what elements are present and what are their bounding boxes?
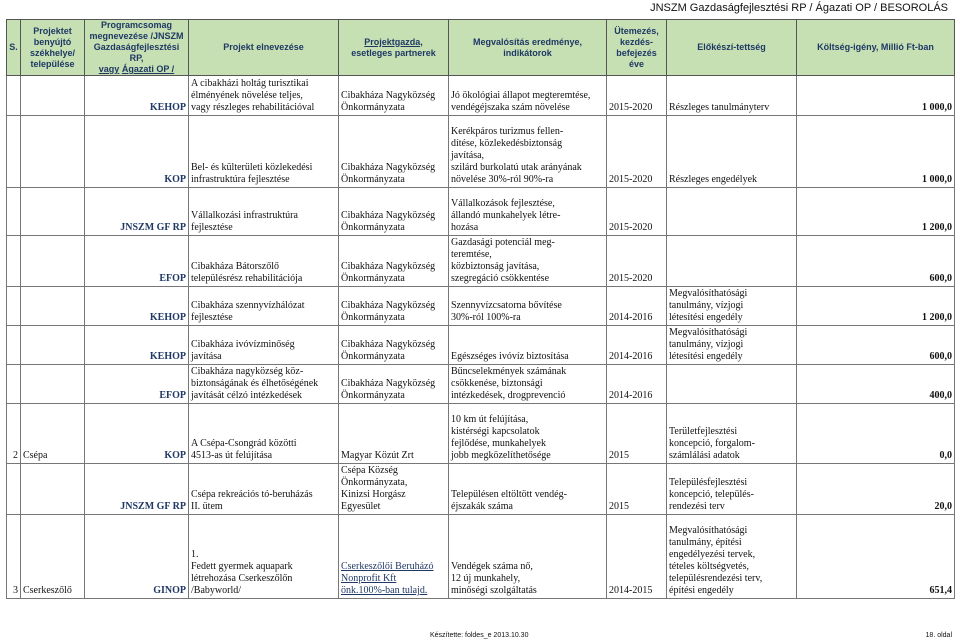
row-city: [21, 76, 85, 116]
table-row: [7, 76, 955, 116]
row-project-name: Cibakháza szennyvízhálózat fejlesztése: [189, 287, 339, 326]
header-submitter: Projektet benyújtó székhelye/ települése: [21, 20, 85, 76]
table-header-row: [7, 20, 955, 76]
row-program: KEHOP: [85, 326, 189, 365]
row-city: [21, 188, 85, 236]
row-preparedness: Megvalósíthatósági tanulmány, vízjogi létesítési engedély: [667, 326, 797, 365]
row-city: [21, 287, 85, 326]
row-number: [7, 236, 21, 287]
row-preparedness: Területfejlesztési koncepció, forgalom- számlálási adatok: [667, 404, 797, 464]
row-project-name: Bel- és külterületi közlekedési infrastruktúra fejlesztése: [189, 116, 339, 188]
row-owner: Cibakháza Nagyközség Önkormányzata: [339, 287, 449, 326]
row-city: [21, 464, 85, 515]
row-owner: Csépa Község Önkormányzata, Kinizsi Horgász Egyesület: [339, 464, 449, 515]
header-owner-line2: esetleges partnerek: [351, 47, 436, 58]
row-result: Bűncselekmények számának csökkenése, biztonsági intézkedések, drogprevenció: [449, 365, 607, 404]
row-years: 2015-2020: [607, 116, 667, 188]
footer-created: Készítette: foldes_e 2013.10.30: [430, 632, 529, 639]
row-project-name: 1. Fedett gyermek aquapark létrehozása Cserkeszőlőn /Babyworld/: [189, 515, 339, 599]
row-owner: Magyar Közút Zrt: [339, 404, 449, 464]
row-city: [21, 116, 85, 188]
row-project-name: A Csépa-Csongrád közötti 4513-as út felújítása: [189, 404, 339, 464]
header-owner-line1: Projektgazda,: [364, 36, 423, 47]
row-preparedness: Részleges tanulmányterv: [667, 76, 797, 116]
row-number: [7, 365, 21, 404]
row-number: [7, 326, 21, 365]
header-result: Megvalósítás eredménye, indikátorok: [449, 20, 607, 76]
row-program: JNSZM GF RP: [85, 188, 189, 236]
row-result: Szennyvízcsatorna bővítése 30%-ról 100%-ra: [449, 287, 607, 326]
row-years: 2015-2020: [607, 236, 667, 287]
row-city: [21, 236, 85, 287]
row-project-name: Cibakháza nagyközség köz- biztonságának és élhetőségének javítását célzó intézkedések: [189, 365, 339, 404]
table-row: [7, 404, 955, 464]
row-cost: 1 000,0: [797, 76, 955, 116]
table-row: [7, 236, 955, 287]
row-program: GINOP: [85, 515, 189, 599]
row-result: Vállalkozások fejlesztése, állandó munkahelyek létre- hozása: [449, 188, 607, 236]
row-owner: Cibakháza Nagyközség Önkormányzata: [339, 188, 449, 236]
row-result: Egészséges ivóvíz biztosítása: [449, 326, 607, 365]
row-years: 2014-2015: [607, 515, 667, 599]
header-program-line3: Ágazati OP /: [121, 64, 175, 74]
row-preparedness: Településfejlesztési koncepció, település- rendezési terv: [667, 464, 797, 515]
row-result: Vendégek száma nő, 12 új munkahely, minőségi szolgáltatás: [449, 515, 607, 599]
row-city: [21, 365, 85, 404]
row-result: 10 km út felújítása, kistérségi kapcsolatok fejlődése, munkahelyek jobb megközelíthetősége: [449, 404, 607, 464]
row-project-name: A cibakházi holtág turisztikai élményének növelése teljes, vagy részleges rehabilitációval: [189, 76, 339, 116]
header-program: [85, 20, 189, 76]
row-result: Jó ökológiai állapot megteremtése, vendégéjszaka szám növelése: [449, 76, 607, 116]
row-owner: Cibakháza Nagyközség Önkormányzata: [339, 76, 449, 116]
row-owner: Cserkeszőlői Beruházó Nonprofit Kft önk.100%-ban tulajd.: [339, 515, 449, 599]
row-preparedness: [667, 365, 797, 404]
row-program: EFOP: [85, 236, 189, 287]
row-cost: 1 000,0: [797, 116, 955, 188]
row-cost: 1 200,0: [797, 188, 955, 236]
row-number: [7, 188, 21, 236]
row-program: KEHOP: [85, 76, 189, 116]
row-project-name: Vállalkozási infrastruktúra fejlesztése: [189, 188, 339, 236]
row-owner: Cibakháza Nagyközség Önkormányzata: [339, 365, 449, 404]
table-row: [7, 287, 955, 326]
header-program-line1: Programcsomag megnevezése /JNSZM Gazdaságfejlesztési RP,: [89, 20, 184, 63]
table-row: [7, 464, 955, 515]
row-number: [7, 76, 21, 116]
row-result: Településen eltöltött vendég- éjszakák száma: [449, 464, 607, 515]
row-years: 2015-2020: [607, 188, 667, 236]
row-cost: 0,0: [797, 404, 955, 464]
project-table: [6, 19, 955, 599]
header-preparedness: Előkészí-tettség: [667, 20, 797, 76]
row-city: Csépa: [21, 404, 85, 464]
row-owner: Cibakháza Nagyközség Önkormányzata: [339, 326, 449, 365]
header-s: S.: [7, 20, 21, 76]
header-schedule: Ütemezés, kezdés-befejezés éve: [607, 20, 667, 76]
row-number: [7, 287, 21, 326]
row-city: Cserkeszőlő: [21, 515, 85, 599]
row-years: 2015-2020: [607, 76, 667, 116]
row-program: KOP: [85, 404, 189, 464]
row-cost: 600,0: [797, 236, 955, 287]
row-number: 3: [7, 515, 21, 599]
table-row: [7, 515, 955, 599]
row-years: 2014-2016: [607, 287, 667, 326]
row-cost: 600,0: [797, 326, 955, 365]
header-program-vagy: vagy: [98, 64, 120, 74]
row-years: 2014-2016: [607, 365, 667, 404]
header-project-name: Projekt elnevezése: [189, 20, 339, 76]
row-program: EFOP: [85, 365, 189, 404]
row-cost: 651,4: [797, 515, 955, 599]
row-years: 2015: [607, 464, 667, 515]
row-project-name: Cibakháza Bátorszőlő településrész rehabilitációja: [189, 236, 339, 287]
row-preparedness: Részleges engedélyek: [667, 116, 797, 188]
row-project-name: Csépa rekreációs tó-beruházás II. ütem: [189, 464, 339, 515]
row-owner: Cibakháza Nagyközség Önkormányzata: [339, 116, 449, 188]
table-row: [7, 116, 955, 188]
table-row: [7, 326, 955, 365]
row-preparedness: Megvalósíthatósági tanulmány, vízjogi létesítési engedély: [667, 287, 797, 326]
row-cost: 20,0: [797, 464, 955, 515]
header-owner: [339, 20, 449, 76]
row-number: [7, 116, 21, 188]
table-row: [7, 188, 955, 236]
row-program: JNSZM GF RP: [85, 464, 189, 515]
row-project-name: Cibakháza ivóvízminőség javítása: [189, 326, 339, 365]
row-result: Gazdasági potenciál meg- teremtése, közbiztonság javítása, szegregáció csökkentése: [449, 236, 607, 287]
header-cost: Költség-igény, Millió Ft-ban: [797, 20, 955, 76]
row-number: 2: [7, 404, 21, 464]
row-preparedness: [667, 236, 797, 287]
row-years: 2014-2016: [607, 326, 667, 365]
document-title: JNSZM Gazdaságfejlesztési RP / Ágazati OP / BESOROLÁS: [650, 2, 948, 14]
row-city: [21, 326, 85, 365]
row-preparedness: [667, 188, 797, 236]
row-program: KEHOP: [85, 287, 189, 326]
row-owner: Cibakháza Nagyközség Önkormányzata: [339, 236, 449, 287]
row-cost: 400,0: [797, 365, 955, 404]
row-preparedness: Megvalósíthatósági tanulmány, építési engedélyezési tervek, tételes költségvetés, településrendezési terv, építési engedély: [667, 515, 797, 599]
row-program: KOP: [85, 116, 189, 188]
row-number: [7, 464, 21, 515]
table-row: [7, 365, 955, 404]
row-cost: 1 200,0: [797, 287, 955, 326]
footer-page: 18. oldal: [925, 632, 952, 639]
row-years: 2015: [607, 404, 667, 464]
row-result: Kerékpáros turizmus fellen- dítése, közlekedésbiztonság javítása, szilárd burkolatú utak arányának növelése 30%-ról 90%-ra: [449, 116, 607, 188]
